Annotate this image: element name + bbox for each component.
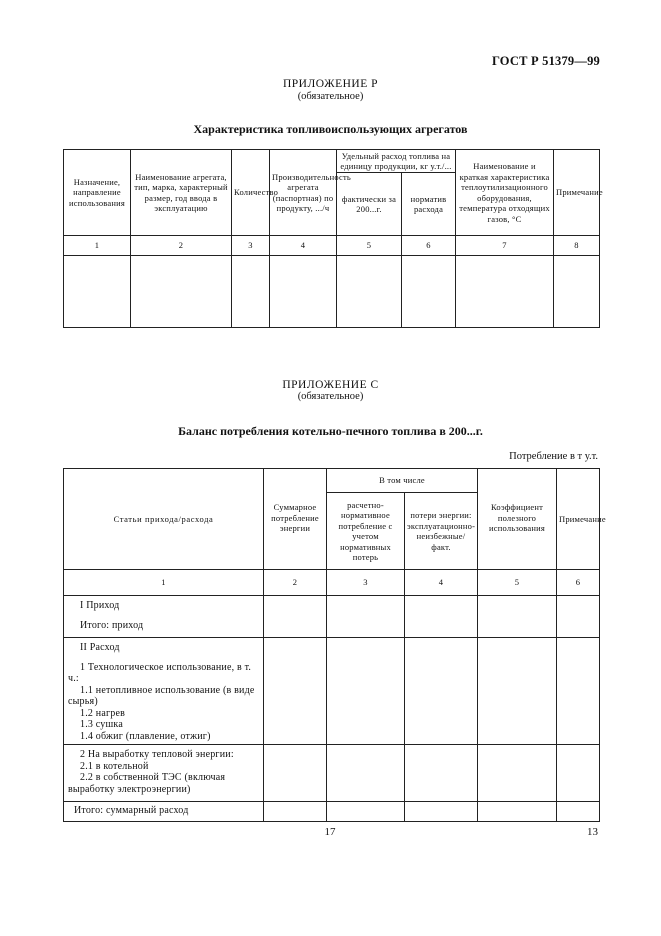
appendix-r-table-title: Характеристика топливоиспользующих агрегатов [193,122,468,136]
row-drying: 1.3 сушка [80,719,123,730]
header-purpose: Назначение, направление использования [64,150,131,236]
empty-cell [478,802,557,822]
row-expense: II Расход [80,642,120,653]
row-firing: 1.4 обжиг (плавление, отжиг) [80,730,211,742]
empty-cell [478,596,557,638]
col-number: 7 [456,236,554,256]
row-boiler-house: 2.1 в котельной [80,760,149,772]
header-heat-recovery: Наименование и краткая характеристика теплоутилизационного оборудования, температура отходящих газов, °С [456,150,554,236]
header-specific-consumption: Удельный расход топлива на единицу продукции, кг у.т./... [337,150,456,173]
empty-cell [405,802,478,822]
empty-cell [478,638,557,745]
table-row [64,596,600,638]
empty-cell [327,745,405,802]
empty-cell [264,638,327,745]
col-number: 4 [270,236,337,256]
empty-cell [557,638,600,745]
col-number: 8 [554,236,600,256]
empty-cell [232,256,270,328]
empty-cell [264,802,327,822]
col-number: 6 [557,570,600,596]
header-including: В том числе [327,469,478,493]
empty-cell [557,745,600,802]
header-unit-name: Наименование агрегата, тип, марка, характерный размер, год ввода в эксплуатацию [131,150,232,236]
col-number: 4 [405,570,478,596]
appendix-r-title: ПРИЛОЖЕНИЕ Р [282,78,379,90]
table-row [64,256,600,328]
header-normative: расчетно-нормативное потребление с учетом нормативных потерь [327,493,405,570]
col-number: 3 [327,570,405,596]
appendix-r-status: (обязательное) [297,91,364,102]
empty-cell [327,596,405,638]
empty-cell [64,256,131,328]
header-total-consumption: Суммарное потребление энергии [264,469,327,570]
gost-code: ГОСТ Р 51379—99 [491,54,600,68]
col-number: 2 [131,236,232,256]
row-own-power-plant: 2.2 в собственной ТЭС (включая выработку электроэнергии) [68,772,226,795]
empty-cell [557,802,600,822]
empty-cell [557,596,600,638]
col-number: 3 [232,236,270,256]
header-note: Примечание [557,469,600,570]
empty-cell [264,596,327,638]
empty-cell [554,256,600,328]
appendix-s-status: (обязательное) [297,391,364,402]
empty-cell [337,256,402,328]
empty-cell [131,256,232,328]
empty-cell [270,256,337,328]
row-income-total: Итого: приход [80,619,144,631]
empty-cell [327,638,405,745]
empty-cell [327,802,405,822]
row-income: I Приход [80,600,120,611]
col-number: 1 [64,570,264,596]
header-quantity: Количество [232,150,270,236]
header-actual: фактически за 200...г. [337,173,402,236]
unit-note: Потребление в т у.т. [509,451,598,462]
empty-cell [456,256,554,328]
col-number: 1 [64,236,131,256]
table-row [64,802,600,822]
header-efficiency: Коэффициент полезного использования [478,469,557,570]
empty-cell [405,638,478,745]
row-non-fuel-use: 1.1 нетопливное использование (в виде сырья) [68,684,255,707]
empty-cell [478,745,557,802]
fuel-units-table [63,149,603,328]
row-total-expense: Итого: суммарный расход [74,805,189,817]
appendix-s-title: ПРИЛОЖЕНИЕ С [282,379,379,391]
empty-cell [405,745,478,802]
header-note: Примечание [554,150,600,236]
header-norm: норматив расхода [402,173,456,236]
fuel-balance-table [63,468,606,822]
col-number: 5 [478,570,557,596]
header-productivity: Производительность агрегата (паспортная) по продукту, .../ч [270,150,337,236]
col-number: 2 [264,570,327,596]
empty-cell [405,596,478,638]
page-number-right: 13 [587,826,598,838]
col-number: 6 [402,236,456,256]
appendix-s-table-title: Баланс потребления котельно-печного топлива в 200...г. [178,424,483,438]
page-number-center: 17 [324,826,336,838]
row-heating: 1.2 нагрев [80,707,126,719]
row-heat-production: 2 На выработку тепловой энергии: [80,749,234,760]
table-row [64,638,600,745]
col-number: 5 [337,236,402,256]
header-items: Статьи прихода/расхода [64,469,264,570]
row-tech-use: 1 Технологическое использование, в т. ч.: [68,661,252,684]
empty-cell [264,745,327,802]
header-losses: потери энергии: эксплуатационно-неизбежные/факт. [405,493,478,570]
empty-cell [402,256,456,328]
table-row [64,745,600,802]
